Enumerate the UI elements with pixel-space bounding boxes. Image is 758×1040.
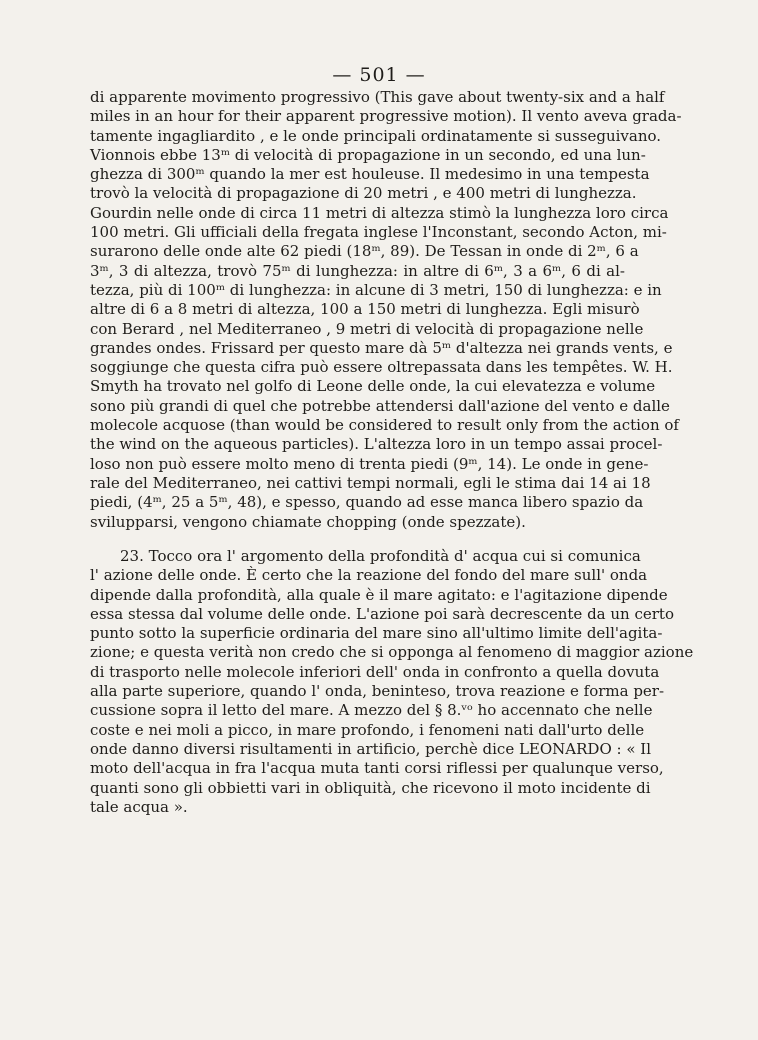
text-line: di apparente movimento progressivo (This gave about twenty-six and a half xyxy=(90,88,665,106)
text-line: trovò la velocità di propagazione di 20 metri , e 400 metri di lunghezza. xyxy=(90,184,637,203)
text-line: Smyth ha trovato nel golfo di Leone delle onde, la cui elevatezza e volume xyxy=(90,377,656,396)
text-line: soggiunge che questa cifra può essere oltrepassata dans les tempêtes. W. H. xyxy=(90,358,673,377)
text-line: miles in an hour for their apparent progressive motion). Il vento aveva grada- xyxy=(90,107,682,126)
text-line: ghezza di 300ᵐ quando la mer est houleuse. Il medesimo in una tempesta xyxy=(90,165,650,184)
text-line: sono più grandi di quel che potrebbe attendersi dall'azione del vento e dalle xyxy=(90,396,670,415)
text-line: dipende dalla profondità, alla quale è il mare agitato: e l'agitazione dipende xyxy=(90,585,668,604)
text-line: essa stessa dal volume delle onde. L'azione poi sarà decrescente da un certo xyxy=(90,604,674,623)
text-line: di trasporto nelle molecole inferiori dell' onda in confronto a quella dovuta xyxy=(90,662,660,681)
text-line: alla parte superiore, quando l' onda, beninteso, trova reazione e forma per- xyxy=(90,682,665,701)
text-line: Gourdin nelle onde di circa 11 metri di altezza stimò la lunghezza loro circa xyxy=(90,203,669,222)
text-line: svilupparsi, vengono chiamate chopping (onde spezzate). xyxy=(90,512,526,531)
text-line: cussione sopra il letto del mare. A mezzo del § 8.ᵛᵒ ho accennato che nelle xyxy=(90,701,653,720)
text-line: moto dell'acqua in fra l'acqua muta tanti corsi riflessi per qualunque verso, xyxy=(90,759,664,778)
text-line: 3ᵐ, 3 di altezza, trovò 75ᵐ di lunghezza: in altre di 6ᵐ, 3 a 6ᵐ, 6 di al- xyxy=(90,261,625,280)
paragraph-2 xyxy=(90,547,694,817)
text-line: con Berard , nel Mediterraneo , 9 metri di velocità di propagazione nelle xyxy=(90,319,644,338)
text-line: piedi, (4ᵐ, 25 a 5ᵐ, 48), e spesso, quando ad esse manca libero spazio da xyxy=(90,493,644,512)
text-line: 100 metri. Gli ufficiali della fregata inglese l'Inconstant, secondo Acton, mi- xyxy=(90,223,667,242)
text-line: molecole acquose (than would be considered to result only from the action of xyxy=(90,416,679,435)
text-line: zione; e questa verità non credo che si opponga al fenomeno di maggior azione xyxy=(90,643,694,662)
text-line: quanti sono gli obbietti vari in obliquità, che ricevono il moto incidente di xyxy=(90,778,651,797)
text-line: coste e nei moli a picco, in mare profondo, i fenomeni nati dall'urto delle xyxy=(90,720,645,739)
text-line: Vionnois ebbe 13ᵐ di velocità di propagazione in un secondo, ed una lun- xyxy=(90,145,646,164)
text-line: rale del Mediterraneo, nei cattivi tempi normali, egli le stima dai 14 ai 18 xyxy=(90,473,651,492)
text-line: 23. Tocco ora l' argomento della profondità d' acqua cui si comunica xyxy=(120,547,641,565)
text-line: grandes ondes. Frissard per questo mare dà 5ᵐ d'altezza nei grands vents, e xyxy=(90,338,673,357)
text-line: punto sotto la superficie ordinaria del mare sino all'ultimo limite dell'agita- xyxy=(90,624,663,643)
text-line: l' azione delle onde. È certo che la reazione del fondo del mare sull' onda xyxy=(90,566,648,585)
text-line: loso non può essere molto meno di trenta piedi (9ᵐ, 14). Le onde in gene- xyxy=(90,454,649,473)
text-line: tamente ingagliardito , e le onde principali ordinatamente si susseguivano. xyxy=(90,126,662,145)
text-line: onde danno diversi risultamenti in artificio, perchè dice LEONARDO : « Il xyxy=(90,739,652,758)
text-line: tale acqua ». xyxy=(90,797,188,816)
text-line: surarono delle onde alte 62 piedi (18ᵐ, 89). De Tessan in onde di 2ᵐ, 6 a xyxy=(90,242,639,261)
text-line: tezza, più di 100ᵐ di lunghezza: in alcune di 3 metri, 150 di lunghezza: e in xyxy=(90,280,662,299)
text-line: the wind on the aqueous particles). L'altezza loro in un tempo assai procel- xyxy=(90,435,663,454)
paragraph-1 xyxy=(90,88,682,532)
text-line: altre di 6 a 8 metri di altezza, 100 a 150 metri di lunghezza. Egli misurò xyxy=(90,300,640,319)
page-number: — 501 — xyxy=(332,64,426,86)
